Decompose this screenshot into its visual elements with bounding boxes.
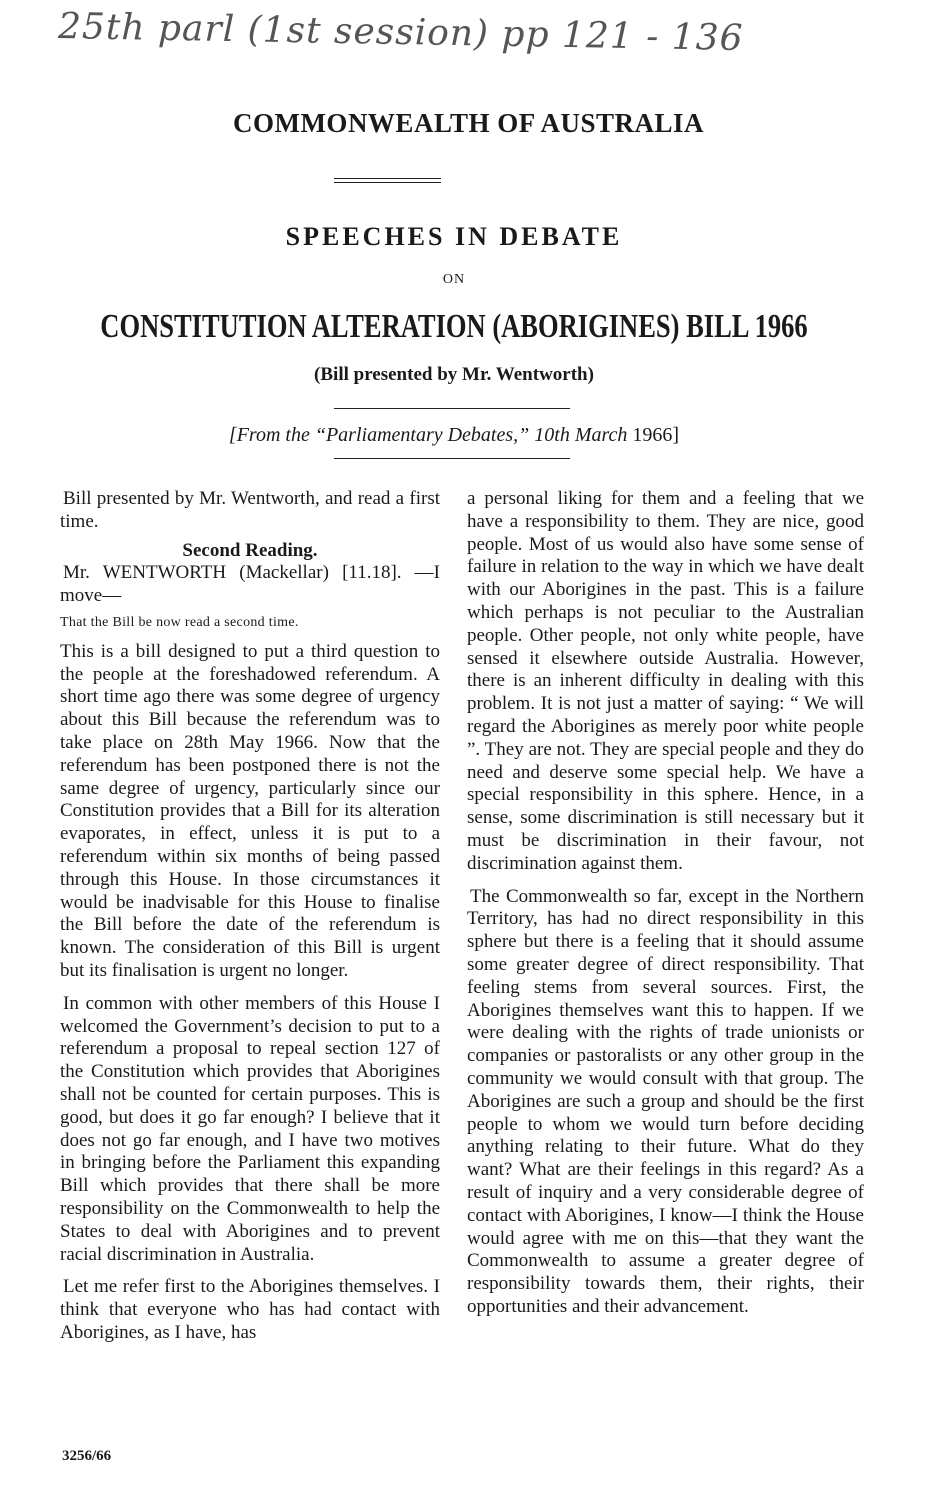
source-citation	[0, 424, 908, 447]
second-reading-heading: Second Reading.	[182, 539, 318, 561]
body-paragraph: In common with other members of this House I welcomed the Government’s decision to put to a referendum a proposal to repeal section 127 of the Constitution which provides that Aborigines shall not be counted for certain purposes. This is good, but does it go far enough? I believe that it does not go far enough, and I have two motives in bringing before the Parliament this expanding Bill which provides that there shall be more responsibility on the Commonwealth to help the States to deal with Aborigines and to prevent racial discrimination in Australia.	[60, 992, 440, 1265]
country-heading: COMMONWEALTH OF AUSTRALIA	[232, 108, 705, 138]
handwritten-annotation	[57, 6, 744, 82]
speaker-line: Mr. WENTWORTH (Mackellar) [11.18]. —I move—	[60, 562, 440, 607]
body-paragraph: The Commonwealth so far, except in the Northern Territory, has had no direct responsibility in this sphere but there is a feeling that it should assume some greater degree of direct responsibility. That feeling stems from several sources. First, the Aborigines themselves want this to happen. If we were dealing with the rights of trade unionists or companies or pastoralists or any other group in the community we would consult with that group. The Aborigines are such a group and should be the first people to whom we would turn before deciding anything relating to their future. What do they want? What are their feelings in this regard? As a result of inquiry and a very considerable degree of contact with Aborigines, I know—I think the House would agree with me on this—that they want the Commonwealth to assume a greater degree of responsibility towards them, their rights, their opportunities and their advancement.	[467, 885, 864, 1317]
divider-rule	[334, 408, 570, 409]
presented-by-line: (Bill presented by Mr. Wentworth)	[314, 364, 594, 385]
motion-text: That the Bill be now read a second time.	[60, 614, 299, 630]
citation-prefix: [From the	[228, 424, 310, 446]
left-column	[60, 488, 440, 1345]
citation-date: 10th March	[534, 424, 628, 446]
right-column	[467, 488, 864, 1319]
bill-title: CONSTITUTION ALTERATION (ABORIGINES) BILL 1966	[100, 308, 808, 345]
on-label: ON	[442, 272, 466, 287]
citation-source: “Parliamentary Debates,”	[314, 424, 530, 446]
divider-rule	[334, 458, 570, 459]
body-paragraph: a personal liking for them and a feeling that we have a responsibility to them. They are nice, good people. Most of us would also have some sense of failure in relation to the way in which we have dealt with our Aborigines in the past. This is a failure which perhaps is not peculiar to the Australian people. Other people, not only white people, have sensed it elsewhere outside Australia. However, there is an inherent difficulty in dealing with this problem. It is not just a matter of saying: “ We will regard the Aborigines as merely poor white people ”. They are not. They are special people and they do need and deserve some special help. We have a special responsibility in this sphere. Hence, in a sense, some discrimination is still necessary but it must be discrimination in their favour, not discrimination against them.	[467, 488, 864, 874]
intro-paragraph: Bill presented by Mr. Wentworth, and read a first time.	[60, 488, 440, 532]
body-paragraph: This is a bill designed to put a third question to the people at the foreshadowed referendum. A short time ago there was some degree of urgency about this Bill because the referendum was to take place on 28th May 1966. Now that the referendum has been postponed there is not the same degree of urgency, particularly since our Constitution provides that a Bill for its alteration evaporates, in effect, unless it is put to a referendum within six months of being passed through this House. In those circumstances it would be inadvisable for this House to finalise the Bill before the date of the referendum is known. The consideration of this Bill is urgent but its finalisation is urgent no longer.	[60, 640, 440, 981]
document-title: SPEECHES IN DEBATE	[285, 222, 623, 251]
handwritten-note-text: 25th parl (1st session) pp 121 - 136	[57, 6, 744, 59]
double-rule-divider	[334, 178, 441, 184]
citation-year: 1966]	[632, 424, 680, 446]
body-paragraph: Let me refer first to the Aborigines themselves. I think that everyone who has had contact with Aborigines, as I have, has	[60, 1276, 440, 1343]
document-number: 3256/66	[62, 1448, 112, 1464]
